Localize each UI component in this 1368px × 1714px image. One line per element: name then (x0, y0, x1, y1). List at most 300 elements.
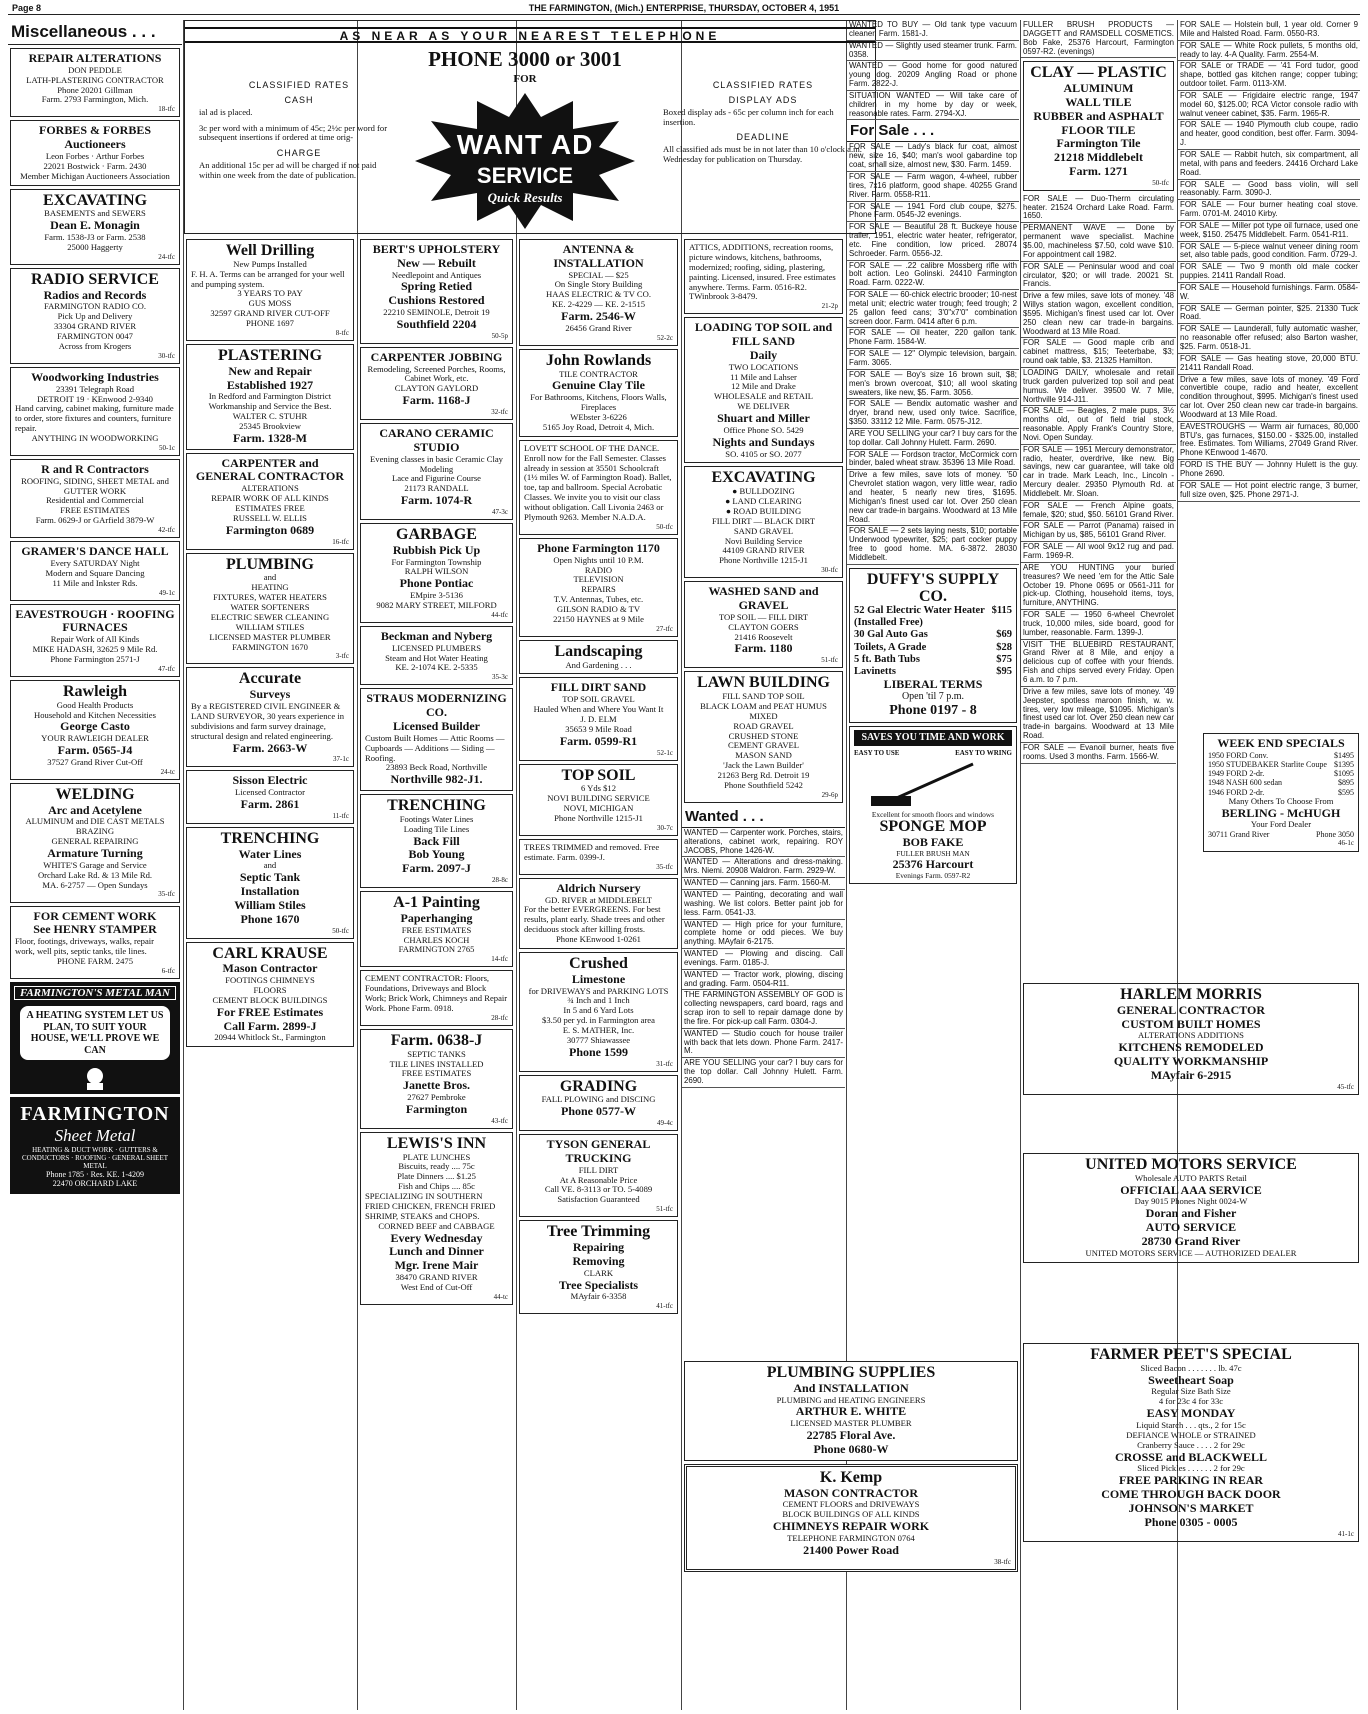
ad-code: 29-6p (821, 790, 838, 799)
ad-line: Repair Work of All Kinds (50, 634, 140, 645)
ad-line: CROSSE and BLACKWELL (1114, 1449, 1268, 1464)
classified-item: FOR SALE — 1951 Mercury demonstrator, radio, heater, overdrive, like new. Big savings, new car guarantee, will take old car in trade. Mark Leach, Inc., Lincoln - Mercury dealer. 29350 Plymouth Rd. at Middlebelt. Mr. Sloan. (1021, 445, 1176, 501)
ad-line: Plate Dinners .... $1.25 (397, 1171, 476, 1182)
ad-line: Established 1927 (226, 377, 314, 392)
ad-line: 30777 Shiawassee (566, 1034, 631, 1045)
ad-line: HEATING (251, 582, 289, 593)
classified-item: FOR SALE — Parrot (Panama) raised in Michigan by us, $85, 56101 Grand River. (1021, 521, 1176, 542)
ad-line: PLATE LUNCHES (402, 1151, 471, 1162)
radio-service-ad (10, 268, 180, 364)
ad-line: 3 YEARS TO PAY (237, 288, 303, 299)
wanted-heading: Wanted . . . (682, 806, 845, 828)
ad-line: 5165 Joy Road, Detroit 4, Mich. (542, 421, 655, 432)
classified-item: FOR SALE — Good bass violin, will sell reasonably. Farm. 3090-J. (1178, 180, 1360, 201)
ad-line: BASEMENTS and SEWERS (44, 208, 146, 219)
ad-line: Tree Trimming (546, 1223, 651, 1241)
ad-code: 49-1c (159, 588, 175, 597)
ad-line: Shuart and Miller (717, 411, 810, 426)
ad-code: 43-tfc (491, 1116, 508, 1125)
ad-line: CUSTOM BUILT HOMES (1121, 1016, 1261, 1031)
weekend-price: $1495 (1334, 750, 1354, 760)
ad-line: Cranberry Sauce . . . . 2 for 29c (1137, 1439, 1245, 1450)
classified-item: FOR SALE — Beagles, 2 male pups, 3½ months old, out of field trial stock, reasonable. Apply Frank's Country Store, Novi. Open Sunday. (1021, 406, 1176, 444)
ad-line: Installation (240, 884, 300, 899)
ad-line: Farm. 1538-J3 or Farm. 2538 (44, 232, 146, 243)
column-3 (358, 236, 515, 1710)
ad-line: Phone Southfield 5242 (724, 779, 803, 790)
weekend-note: Many Others To Choose From (1228, 795, 1334, 806)
wanted-item: THE FARMINGTON ASSEMBLY OF GOD is collecting newspapers, card board, rags and scrap iron to sell to repair damage done by the fire. For pick-up call Farm. 0304-J. (682, 990, 845, 1028)
ad-code: 6-tfc (161, 966, 175, 975)
ad-code: 28-8c (492, 876, 508, 885)
ad-line: On Single Story Building (554, 279, 643, 290)
ad-line: CORNED BEEF and CABBAGE (378, 1220, 495, 1231)
ad-line: TELEVISION (573, 574, 624, 585)
ad-line: ARTHUR E. WHITE (795, 1404, 907, 1419)
ad-line: WATER SOFTENERS (230, 602, 310, 613)
ad-line: WEbster 3-6226 (570, 412, 627, 423)
ad-line: ¾ Inch and 1 Inch (567, 995, 630, 1006)
garbage-ad (360, 523, 513, 623)
ad-line: Phone 0680-W (813, 1441, 889, 1456)
classified-item: FOR SALE — Evanoil burner, heats five rooms. Used 3 months. Farm. 1566-W. (1021, 743, 1176, 764)
ad-line: CHIMNEYS REPAIR WORK (772, 1519, 930, 1534)
ad-line: GARBAGE (396, 525, 477, 543)
ad-line: FREE ESTIMATES (401, 924, 472, 935)
ad-line: FILL DIRT SAND (550, 680, 647, 695)
ad-line: For FREE Estimates (216, 1004, 324, 1019)
deadline-heading: DEADLINE (736, 132, 790, 143)
ad-code: 30-tfc (158, 351, 175, 360)
deadline-text: All classified ads must be in not later than 10 o'clock a.m. Wednesday for publication on Thursday. (663, 143, 862, 164)
banner-strip: AS NEAR AS YOUR NEAREST TELEPHONE (185, 27, 875, 43)
duffy-open: Open 'til 7 p.m. (901, 691, 965, 703)
wanted-item: WANTED — High price for your furniture, complete home or odd pieces. We buy anything. MAyfair 6-2175. (682, 920, 845, 950)
ad-line: GD. RIVER at MIDDLEBELT (544, 894, 653, 905)
duffy-item (854, 642, 1012, 654)
ad-line: Custom Built Homes — Attic Rooms — Cupboards — Additions — Siding — Roofing. (365, 732, 505, 763)
classified-item: FOR SALE — Launderall, fully automatic washer, no reasonable offer refused; also Barton washer, $25. Farm. 0518-J1. (1178, 324, 1360, 354)
ad-line: CHARLES KOCH (403, 934, 470, 945)
want-ad-text: WANT AD (456, 129, 594, 160)
ad-line: Spring Retied (400, 279, 472, 294)
ad-line: NOVI BUILDING SERVICE (547, 793, 650, 804)
ad-line: Back Fill (413, 833, 460, 848)
ad-line: Licensed Builder (392, 718, 480, 733)
ad-line: E. S. MATHER, Inc. (562, 1025, 635, 1036)
classified-item: FOR SALE — Household furnishings. Farm. 0584-W. (1178, 283, 1360, 304)
column-6 (847, 20, 1019, 1354)
duffy-item-price: $28 (996, 641, 1012, 653)
ad-line: Call Farm. 2899-J (223, 1018, 317, 1033)
wanted-item: WANTED — Carpenter work. Porches, stairs, alterations, cabinet work, repairing. ROY JACOBS, Phone 1426-W. (682, 828, 845, 858)
ad-line: KITCHENS REMODELED (1118, 1040, 1264, 1055)
ad-line: QUALITY WORKMANSHIP (1113, 1054, 1269, 1069)
ad-line: Auctioneers (64, 137, 126, 152)
ad-code: 32-tfc (491, 408, 508, 416)
ad-line: for DRIVEWAYS and PARKING LOTS (528, 985, 669, 996)
ad-line: CARPENTER and GENERAL CONTRACTOR (195, 455, 345, 484)
ad-line: CEMENT GRAVEL (727, 740, 800, 751)
ad-line: Across from Krogers (58, 340, 132, 351)
classified-item: FORD IS THE BUY — Johnny Hulett is the guy. Phone 2690. (1178, 460, 1360, 481)
sponge-easy-wring: EASY TO WRING (955, 748, 1012, 757)
ad-line: EASY MONDAY (1146, 1406, 1236, 1421)
ad-line: 26456 Grand River (565, 322, 632, 333)
ad-line: Regular Size Bath Size (1151, 1386, 1231, 1397)
ad-line: R and R Contractors (41, 461, 149, 476)
krause-ad (186, 942, 354, 1048)
ad-line: Repairing (572, 1240, 625, 1255)
ad-code: 38-tfc (994, 1557, 1011, 1566)
ad-line: In Redford and Farmington District (208, 391, 332, 402)
ad-line: Hauled When and Where You Want It (533, 704, 664, 715)
ad-line: FILL DIRT — BLACK DIRT (711, 515, 816, 526)
cement-work-ad (10, 906, 180, 979)
weekend-price: $1095 (1334, 769, 1354, 779)
ad-line: A-1 Painting (393, 894, 480, 912)
sheet-metal-lines: HEATING & DUCT WORK · GUTTERS & CONDUCTORS · ROOFING · GENERAL SHEET METAL (21, 1145, 169, 1171)
ad-line: 35653 9 Mile Road (565, 723, 632, 734)
misc-heading: Miscellaneous . . . (8, 20, 182, 45)
ad-code: 44-tfc (491, 610, 508, 619)
classified-item: FOR SALE — Holstein bull, 1 year old. Corner 9 Mile and Halsted Road. Farm. 0550-R3. (1178, 20, 1360, 41)
ad-line: 'Jack the Lawn Builder' (723, 760, 804, 771)
ad-line: LAWN BUILDING (697, 674, 830, 692)
ad-line: TYSON GENERAL TRUCKING (546, 1137, 651, 1165)
ad-line: 11 Mile and Inkster Rds. (52, 577, 138, 588)
banner-rates-left (199, 75, 399, 180)
ad-line: Farm. 2663-W (232, 740, 308, 755)
ad-line: ● BULLDOZING (732, 486, 795, 497)
ad-line: Floor, footings, driveways, walks, repair work, well pits, septic tanks, tile lines. (15, 936, 155, 956)
sheet-metal-title: FARMINGTON (20, 1103, 170, 1126)
classified-item: FOR SALE — Frigidaire electric range, 1947 model 60, $125.00; RCA Victor console radio with walnut veneer cabinet, $35. Farm. 1965-R. (1178, 91, 1360, 121)
ad-line: FARMINGTON 0047 (57, 331, 133, 342)
ad-line: 27627 Pembroke (407, 1092, 466, 1103)
display-ads-text: Boxed display ads - 65c per column inch for each insertion. (663, 106, 834, 127)
ad-line: By a REGISTERED CIVIL ENGINEER & LAND SURVEYOR, 30 years experience in subdivisions and farm survey drainage, structural design and related engineering. (191, 701, 345, 741)
ad-line: ● ROAD BUILDING (725, 505, 802, 516)
want-ad-banner (184, 20, 876, 234)
bert-s-upholstery-ad (360, 239, 513, 344)
ad-line: REPAIRS (581, 584, 616, 595)
charge-text: An additional 15c per ad will be charged if not paid within one week from the date of publication. (199, 159, 377, 180)
ad-line: TRENCHING (387, 797, 486, 815)
weekend-specials-ad (1203, 733, 1359, 852)
duffy-item (854, 629, 1012, 641)
ad-code: 21-2p (821, 302, 838, 311)
ad-line: Farm. 1271 (1069, 163, 1128, 178)
ad-line: FREE PARKING IN REAR (1118, 1473, 1264, 1488)
ad-line: DETROIT 19 · KEnwood 2-9340 (37, 393, 153, 404)
ad-line: Liquid Starch . . . qts., 2 for 15c (1136, 1420, 1246, 1431)
ad-code: 35-3c (492, 673, 508, 682)
ad-line: Remodeling, Screened Porches, Rooms, Cabinet Work, etc. (367, 363, 506, 384)
ad-line: KE. 2-4229 — KE. 2-1515 (551, 299, 646, 310)
ad-line: Call VE. 8-3113 or TO. 5-4089 (544, 1184, 653, 1195)
john-rowlands-ad (519, 349, 678, 437)
ad-line: 6 Yds $12 (580, 783, 616, 794)
ad-line: AUTO SERVICE (1145, 1220, 1237, 1235)
ad-line: NOVI, MICHIGAN (563, 803, 634, 814)
plumbing-stiles-ad (186, 553, 354, 665)
ad-line: FALL PLOWING and DISCING (541, 1094, 656, 1105)
duffy-item (854, 654, 1012, 666)
ad-line: Radios and Records (43, 287, 147, 302)
painting-koch-ad (360, 891, 513, 967)
ad-line: TOP SOIL GRAVEL (562, 694, 635, 705)
ad-line: Sliced Bacon . . . . . . . lb. 47c (1140, 1362, 1242, 1373)
ad-line: ROAD GRAVEL (733, 720, 794, 731)
ad-code: 50-tfc (1152, 178, 1169, 187)
straus-ad (360, 688, 513, 791)
ad-line: Orchard Lake Rd. & 13 Mile Rd. (37, 869, 153, 880)
for-sale-item: FOR SALE — 1941 Ford club coupe, $275. Phone Farm. 0545-J2 evenings. (847, 202, 1019, 223)
ad-line: PLASTERING (217, 346, 323, 364)
ad-line: Farm. 1168-J (402, 393, 471, 408)
ad-line: and (263, 572, 277, 583)
ad-line: STRAUS MODERNIZING CO. (366, 691, 507, 720)
sponge-excellent: Excellent for smooth floors and windows (871, 809, 995, 819)
ad-line: T.V. Antennas, Tubes, etc. (553, 594, 644, 605)
charge-heading: CHARGE (276, 148, 322, 159)
ad-line: GUS MOSS (248, 298, 292, 309)
duffy-item-name: 30 Gal Auto Gas (854, 629, 928, 641)
ad-line: Office Phone SO. 5429 (723, 424, 804, 435)
ad-line: Novi Building Service (724, 535, 803, 546)
ad-line: Removing (572, 1253, 625, 1268)
classified-item: PERMANENT WAVE — Done by permanent wave specialist. Machine $5.00, machineless $7.50, cold wave $10. For appointment call 1982. (1021, 223, 1176, 261)
classified-item: FOR SALE — 5-piece walnut veneer dining room set, also table pads, good condition. Farm. 0729-J. (1178, 242, 1360, 263)
ad-line: ROOFING, SIDING, SHEET METAL and GUTTER WORK (21, 475, 169, 496)
ad-line: LICENSED MASTER PLUMBER (209, 631, 331, 642)
ad-line: CEMENT FLOORS and DRIVEWAYS (782, 1499, 920, 1510)
sheet-metal-sub: Sheet Metal (54, 1126, 136, 1146)
ad-line: MA. 6-2757 — Open Sundays (42, 879, 148, 890)
ad-code: 47-3c (492, 507, 508, 516)
ad-line: Farmington (405, 1101, 468, 1116)
banner-for: FOR (513, 73, 537, 85)
ad-line: ELECTRIC SEWER CLEANING (210, 611, 330, 622)
for-sale-item: FOR SALE — Boy's size 16 brown suit, $8; men's brown overcoat, $10; all wool skating sweaters, like new, $5. Farm. 3056. (847, 370, 1019, 400)
ad-line: CLAYTON GAYLORD (394, 383, 479, 394)
ad-line: FREE ESTIMATES (401, 1068, 472, 1079)
rawleigh-ad (10, 680, 180, 780)
ad-line: FARMINGTON RADIO CO. (43, 301, 147, 312)
ad-line: DEFIANCE WHOLE or STRAINED (1126, 1429, 1256, 1440)
ad-line: PLUMBING SUPPLIES (766, 1364, 936, 1381)
ad-line: Dean E. Monagin (50, 218, 140, 233)
ad-line: ● LAND CLEARING (725, 496, 802, 507)
ad-line: MASON SAND (735, 750, 792, 761)
classified-item: FOR SALE — Duo-Therm circulating heater. 21524 Orchard Lake Road. Farm. 1650. (1021, 194, 1176, 224)
ad-line: SEPTIC TANKS (407, 1048, 466, 1059)
ad-line: ALTERATIONS (241, 483, 299, 494)
ad-line: Loading Tile Lines (403, 823, 470, 834)
ad-line: Household and Kitchen Necessities (34, 709, 156, 720)
ad-line: F. H. A. Terms can be arranged for your well and pumping system. (191, 268, 345, 289)
metal-man-ad (10, 982, 180, 1095)
classified-item: Drive a few miles, save lots of money. '49 Jeepster, spotless maroon finish, w. w. tires, very low mileage, $1095. Michigan's finest used car lot. Over 250 clean new car trade-in bargains. Woodward at 13 Mile Road. (1021, 687, 1176, 743)
ad-line: GRADING (559, 1077, 638, 1095)
ad-line: Needlepoint and Antiques (391, 269, 482, 280)
ad-line: Armature Turning (47, 846, 143, 861)
ad-line: Northville 982-J1. (390, 772, 483, 787)
ad-line: TILE CONTRACTOR (559, 368, 638, 379)
ad-line: 44109 GRAND RIVER (722, 545, 805, 556)
ad-line: TOP SOIL (561, 766, 636, 784)
ad-line: Mason Contractor (222, 961, 318, 976)
ad-code: 42-tfc (158, 526, 175, 535)
sheet-metal-ad (10, 1097, 180, 1194)
aldrich-nursery-ad (519, 878, 678, 949)
classified-item: FOR SALE — Rabbit hutch, six compartment, all metal, with pans and feeders. 24416 Orchard Lake Road. (1178, 150, 1360, 180)
weekend-car: 1946 FORD 2-dr. (1208, 787, 1265, 797)
ad-line: MAyfair 6-2915 (1150, 1067, 1232, 1082)
classified-item: FOR SALE — White Rock pullets, 5 months old, ready to lay. 4-A Quality. Farm. 2554-M. (1178, 41, 1360, 62)
ad-code: 3-tfc (335, 652, 349, 661)
ad-code: 50-5p (491, 331, 508, 340)
ad-code: 41-tfc (656, 1302, 673, 1311)
ad-code: 16-tfc (332, 537, 349, 546)
classified-item: ARE YOU HUNTING your buried treasures? We need 'em for the Attic Sale October 19. Phone 0695 or 0561-J11 for pick-up. Clothing, household items, toys, furniture, ANYTHING. (1021, 563, 1176, 610)
ad-line: Hand carving, cabinet making, furniture made to order, store fixtures and counters, furniture repair. (15, 403, 174, 434)
for-sale-item: FOR SALE — 60-chick electric brooder; 10-nest metal unit; electric water trough; feed trough; 2 25 gallon feed cans; 3'0"x7'0" combination screen door. Farm. 0414 after 6 p.m. (847, 290, 1019, 328)
ad-line: Farm. 2097-J (402, 861, 471, 876)
weekend-sub: Your Ford Dealer (1250, 819, 1312, 830)
ad-line: PHONE 1697 (246, 318, 294, 329)
ad-line: 12 Mile and Drake (731, 381, 796, 392)
ad-line: BLOCK BUILDINGS OF ALL KINDS (782, 1509, 920, 1520)
ad-line: Phone 1670 (240, 911, 300, 926)
ad-line: FLOORS (253, 985, 287, 996)
harlem-morris-ad (1023, 983, 1359, 1095)
duffy-item (854, 666, 1012, 678)
page-number: Page 8 (12, 3, 42, 13)
cash-heading: CASH (284, 95, 314, 106)
ad-line: Phone 0577-W (561, 1104, 636, 1119)
metal-man-bubble: A HEATING SYSTEM LET US PLAN, TO SUIT YOUR HOUSE, WE'LL PROVE WE CAN (18, 1004, 172, 1062)
ad-line: Arc and Acetylene (48, 802, 142, 817)
ad-line: 4 for 23c 4 for 33c (1158, 1396, 1224, 1407)
ad-line: LOADING TOP SOIL and FILL SAND (694, 320, 833, 349)
duffy-ad (849, 568, 1017, 723)
ad-code: 24-tfc (158, 252, 175, 261)
ad-line: WALL TILE (1065, 94, 1132, 109)
ad-line: For Bathrooms, Kitchens, Floors Walls, Fireplaces (530, 392, 667, 413)
classified-item: FOR SALE — German pointer, $25. 21330 Tuck Road. (1178, 304, 1360, 325)
ad-line: FILL SAND TOP SOIL (722, 691, 805, 702)
ad-line: CARL KRAUSE (212, 944, 328, 962)
duffy-terms: LIBERAL TERMS (883, 676, 983, 691)
ad-line: KE. 2-1074 KE. 2-5335 (395, 662, 478, 673)
cash-text: ial ad is placed. (199, 106, 253, 117)
for-sale-item: FOR SALE — Beautiful 28 ft. Buckeye house trailer, 1951, electric water heater, refrigerator, etc. Fine condition, low priced. 28074 Schroeder. Farm. 0556-J2. (847, 222, 1019, 260)
carpenter-jobbing-ad (360, 347, 513, 420)
for-sale-item: FOR SALE — .22 calibre Mossberg rifle with bolt action. Leo Golinski. 24410 Farmington Road. Farm. 0222-W. (847, 261, 1019, 291)
ad-line: Well Drilling (225, 242, 315, 259)
ad-line: 23391 Telegraph Road (56, 383, 134, 394)
ad-line: PLUMBING and HEATING ENGINEERS (776, 1394, 926, 1405)
sheet-metal-phone: Phone 1785 · Res. KE. 1-4209 (46, 1170, 144, 1180)
ad-line: Lace and Figurine Course (391, 473, 481, 484)
for-sale-item: FOR SALE — Lady's black fur coat, almost new, size 16, $40; man's wool gabardine top coat, small size, almost new, $30. Farm. 1459. (847, 142, 1019, 172)
ad-code: 8-tfc (335, 328, 349, 337)
fill-dirt-elm-ad (519, 677, 678, 760)
ad-line: Tree Specialists (558, 1277, 639, 1292)
classified-item: WANTED — Slightly used steamer trunk. Farm. 0358. (847, 41, 1019, 62)
ad-line: Fish and Chips .... 85c (398, 1181, 475, 1192)
sponge-mop-ad (849, 726, 1017, 884)
ad-line: Phone Northville 1215-J1 (719, 555, 808, 566)
ad-line: Workmanship and Service the Best. (208, 401, 332, 412)
wanted-item: WANTED — Canning jars. Farm. 1560-M. (682, 878, 845, 890)
ad-line: 9082 MARY STREET, MILFORD (376, 600, 497, 610)
ad-line: Farm. 0629-J or GArfield 3879-W (35, 515, 155, 526)
sponge-easy-use: EASY TO USE (854, 748, 900, 757)
ad-code: 30-7c (657, 823, 673, 832)
ad-line: Biscuits, ready .... 75c (398, 1161, 475, 1172)
ad-line: Phone Farmington 1170 (537, 540, 660, 555)
ad-line: Limestone (571, 971, 626, 986)
ad-line: ANTENNA & INSTALLATION (553, 242, 644, 270)
ad-line: Sliced Pickles . . . . . . 2 for 29c (1137, 1463, 1245, 1474)
ad-line: WASHED SAND and GRAVEL (708, 584, 819, 613)
for-sale-heading: For Sale . . . (847, 120, 1019, 142)
weekend-car: 1949 FORD 2-dr. (1208, 769, 1265, 779)
cement-contractor-ad (360, 970, 513, 1026)
ad-line: Water Lines (238, 846, 302, 861)
ad-line: SO. 4105 or SO. 2077 (725, 448, 802, 459)
duffy-item-name: Toilets, A Grade (854, 641, 927, 653)
ad-code: 30-tfc (821, 566, 838, 575)
service-text: SERVICE (476, 163, 574, 188)
ad-line: EXCAVATING (711, 469, 816, 487)
ad-code: 35-tfc (158, 890, 175, 899)
for-sale-item: ARE YOU SELLING your car? I buy cars for the top dollar. Call Johnny Hulett. Farm. 2690. (847, 429, 1019, 450)
hadash-ad (10, 604, 180, 677)
ad-code: 51-tfc (656, 1205, 673, 1214)
carpenter-ellis-ad (186, 453, 354, 550)
classified-item: FOR SALE — Good maple crib and cabinet mattress, $15; Teeterbabe, $3; round oak table, $3. 21325 Hamilton. (1021, 338, 1176, 368)
ad-line: Evening classes in basic Ceramic Clay Modeling (370, 453, 503, 474)
classified-rates-heading-right: CLASSIFIED RATES (712, 80, 814, 90)
ad-line: 22021 Bostwick · Farm. 2430 (43, 160, 147, 171)
ad-line: LEWIS'S INN (386, 1134, 487, 1152)
ad-line: At A Reasonable Price (559, 1174, 638, 1185)
plastering-stuhr-ad (186, 344, 354, 450)
ad-code: 50-tfc (332, 926, 349, 935)
wanted-item: WANTED — Plowing and discing. Call evenings. Farm. 0185-J. (682, 949, 845, 970)
ad-line: EAVESTROUGH · ROOFING FURNACES (15, 606, 175, 635)
ad-line: RUSSELL W. ELLIS (233, 512, 307, 523)
for-sale-item: FOR SALE — Fordson tractor, McCormick corn binder, baled wheat straw. 35396 13 Mile Road. (847, 450, 1019, 471)
wanted-item: WANTED — Studio couch for house trailer with back that lets down. Phone Farm. 2417-M. (682, 1029, 845, 1059)
landscaping-ad (519, 640, 678, 675)
right-lower-stack (1021, 730, 1360, 1710)
ad-line: Farm. 1074-R (400, 493, 473, 508)
ad-line: See HENRY STAMPER (33, 922, 157, 937)
classified-item: WANTED — Good home for good natured young dog. 20209 Angling Road or phone Farm. 2822-J. (847, 61, 1019, 91)
ad-line: Doran and Fisher (1145, 1206, 1237, 1221)
ad-line: CLAY — PLASTIC (1030, 64, 1167, 82)
ad-line: GENERAL CONTRACTOR (1116, 1002, 1266, 1017)
duffy-phone: Phone 0197 - 8 (889, 702, 977, 718)
carano-ceramic-ad (360, 423, 513, 520)
classified-item: Drive a few miles, save lots of money. '49 Ford convertible coupe, radio and heater, excellent condition throughout, $995. Michigan's finest used car lot. Over 250 clean new car trade-in bargains. Woodward at 13 Mile Road. (1178, 375, 1360, 422)
janette-bros-ad (360, 1029, 513, 1129)
